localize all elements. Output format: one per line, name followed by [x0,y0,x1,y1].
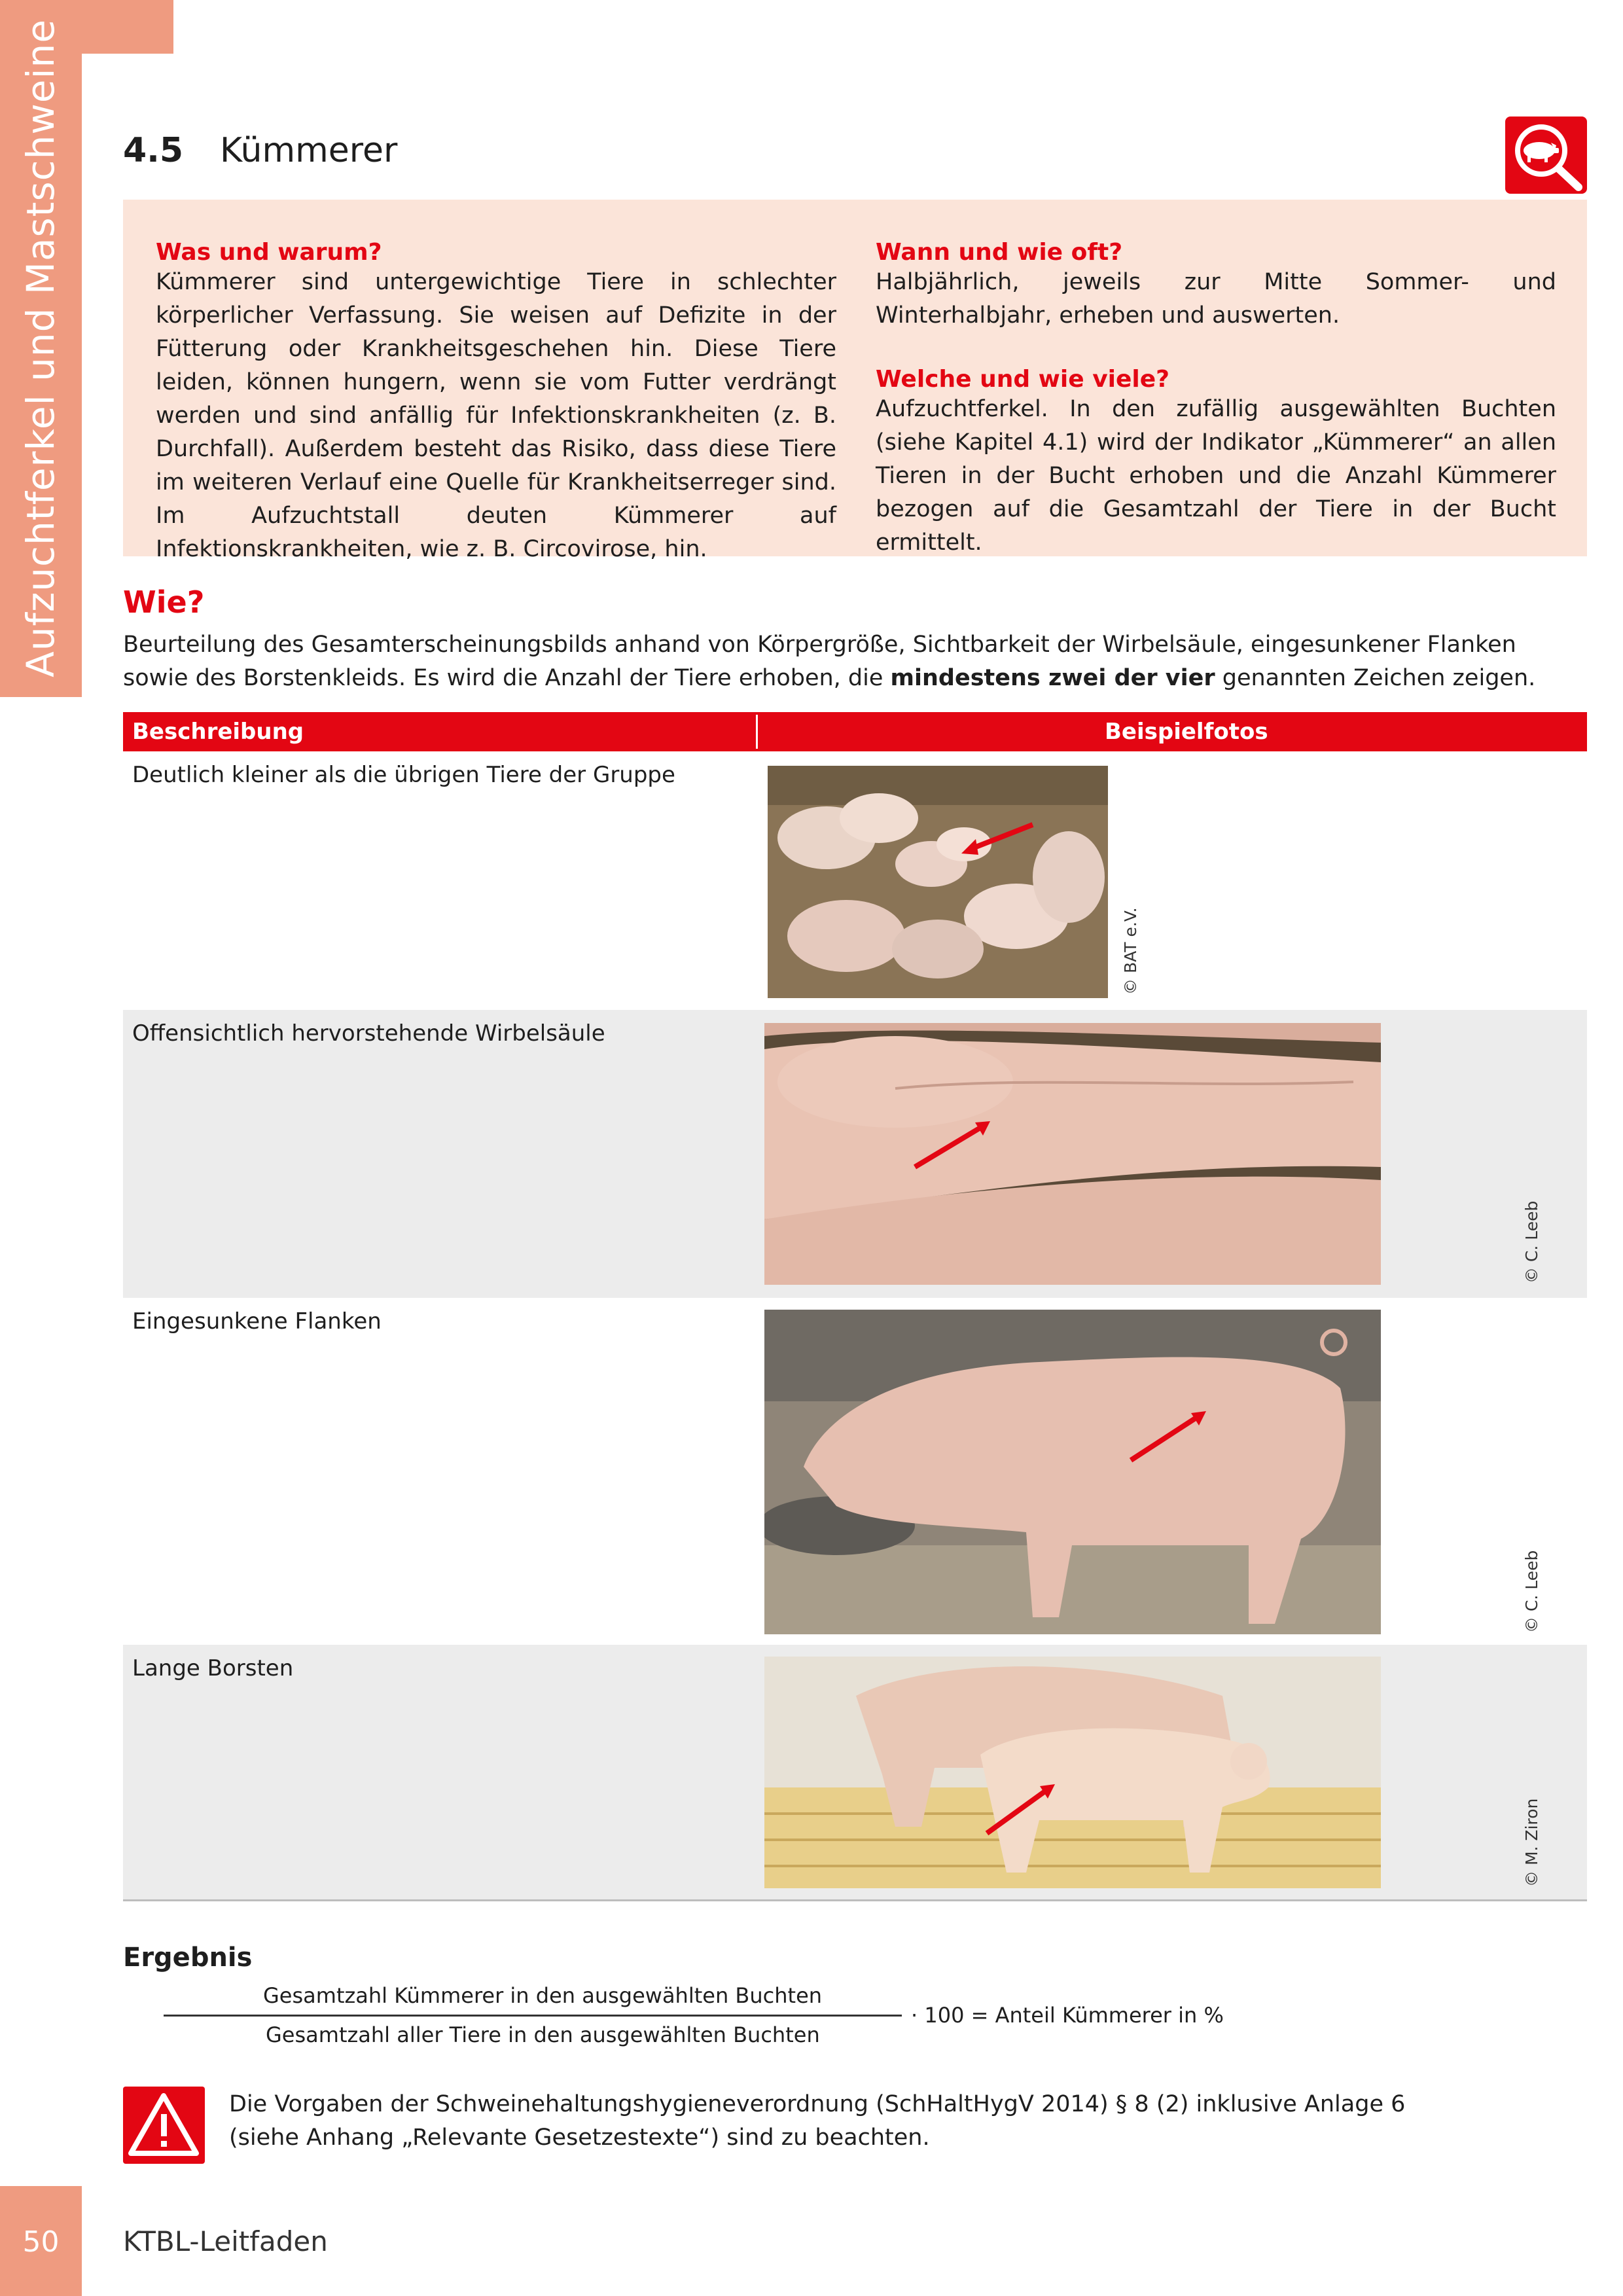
which-how-many-heading: Welche und wie viele? [876,366,1170,393]
warning-text: Die Vorgaben der Schweinehaltungshygieneverordnung (SchHaltHygV 2014) § 8 (2) inklusive Anlage 6 (siehe Anhang „Relevante Gesetzestexte“) sind zu beachten. [229,2091,1406,2151]
result-heading: Ergebnis [123,1943,253,1973]
row-description: Eingesunkene Flanken [132,1308,382,1335]
section-title: Kümmerer [220,131,398,170]
how-text-end: genannten Zeichen zeigen. [1215,665,1536,691]
section-number: 4.5 [123,131,184,170]
fraction-line [164,2015,902,2017]
info-right-column [876,239,1556,560]
table-header [123,712,1587,751]
how-text-bold: mindestens zwei der vier [890,665,1215,691]
table-row [123,1010,1587,1298]
photo-credit: © M. Ziron [1522,1798,1541,1887]
pig-magnifier-icon [1505,117,1587,194]
row-description: Lange Borsten [132,1655,294,1681]
column-divider [756,715,758,749]
photo-credit: © C. Leeb [1522,1200,1541,1283]
table-row [123,1298,1587,1645]
table-bottom-line [123,1899,1587,1901]
which-how-many-text: Aufzuchtferkel. In den zufällig ausgewählten Buchten (siehe Kapitel 4.1) wird der Indikator „Kümmerer“ an allen Tieren in der Bucht erhoben und die Anzahl Kümmerer bezogen auf die Gesamtzahl der Tiere in der Bucht ermittelt. [876,396,1556,556]
formula-numerator: Gesamtzahl Kümmerer in den ausgewählten Buchten [263,1983,823,2008]
publication-name: KTBL-Leitfaden [123,2225,328,2257]
photo-credit: © BAT e.V. [1121,907,1140,995]
page-number: 50 [22,2225,60,2259]
column-photos: Beispielfotos [1105,719,1268,745]
how-text [123,628,1587,695]
what-why-heading: Was und warum? [156,239,382,266]
table-row [123,1645,1587,1900]
photo-credit: © C. Leeb [1522,1550,1541,1633]
how-heading: Wie? [123,584,205,620]
side-tab-label-wrapper [0,0,82,697]
column-description: Beschreibung [132,719,304,745]
what-why-text: Kümmerer sind untergewichtige Tiere in schlechter körperlicher Verfassung. Sie weisen auf Defizite in der Fütterung oder Krankheitsgeschehen hin. Diese Tiere leiden, können hungern, wenn sie vom Futter verdrängt werden und sind anfällig für Infektionskrankheiten (z. B. Durchfall). Außerdem besteht das Risiko, dass diese Tiere im weiteren Verlauf eine Quelle für Krankheitserreger sind. Im Aufzuchtstall deuten Kümmerer auf Infektionskrankheiten, wie z. B. Circovirose, hin. [156,269,836,562]
when-how-often-text: Halbjährlich, jeweils zur Mitte Sommer- und Winterhalbjahr, erheben und auswerten. [876,269,1556,329]
formula-result: · 100 = Anteil Kümmerer in % [911,2003,1224,2028]
side-tab-label: Aufzuchtferkel und Mastschweine [18,18,63,678]
flank-pig-photo [764,1310,1381,1634]
row-description: Deutlich kleiner als die übrigen Tiere der Gruppe [132,762,675,788]
when-how-often-heading: Wann und wie oft? [876,239,1123,266]
bristles-piglet-photo [764,1657,1381,1888]
top-accent-block [82,0,173,54]
warning-triangle-icon [123,2087,205,2164]
info-left-column [156,239,836,566]
table-row [123,751,1587,1010]
how-text-start: Beurteilung des Gesamterscheinungsbilds anhand von Körpergröße, Sichtbarkeit der Wirbelsäule, eingesunkener Flanken sowie des Borstenkleids. Es wird die Anzahl der Tiere erhoben, die [123,632,1516,691]
piglet-group-photo [768,766,1108,998]
formula-denominator: Gesamtzahl aller Tiere in den ausgewählten Buchten [266,2022,820,2047]
spine-piglet-photo [764,1023,1381,1285]
row-description: Offensichtlich hervorstehende Wirbelsäule [132,1020,605,1047]
